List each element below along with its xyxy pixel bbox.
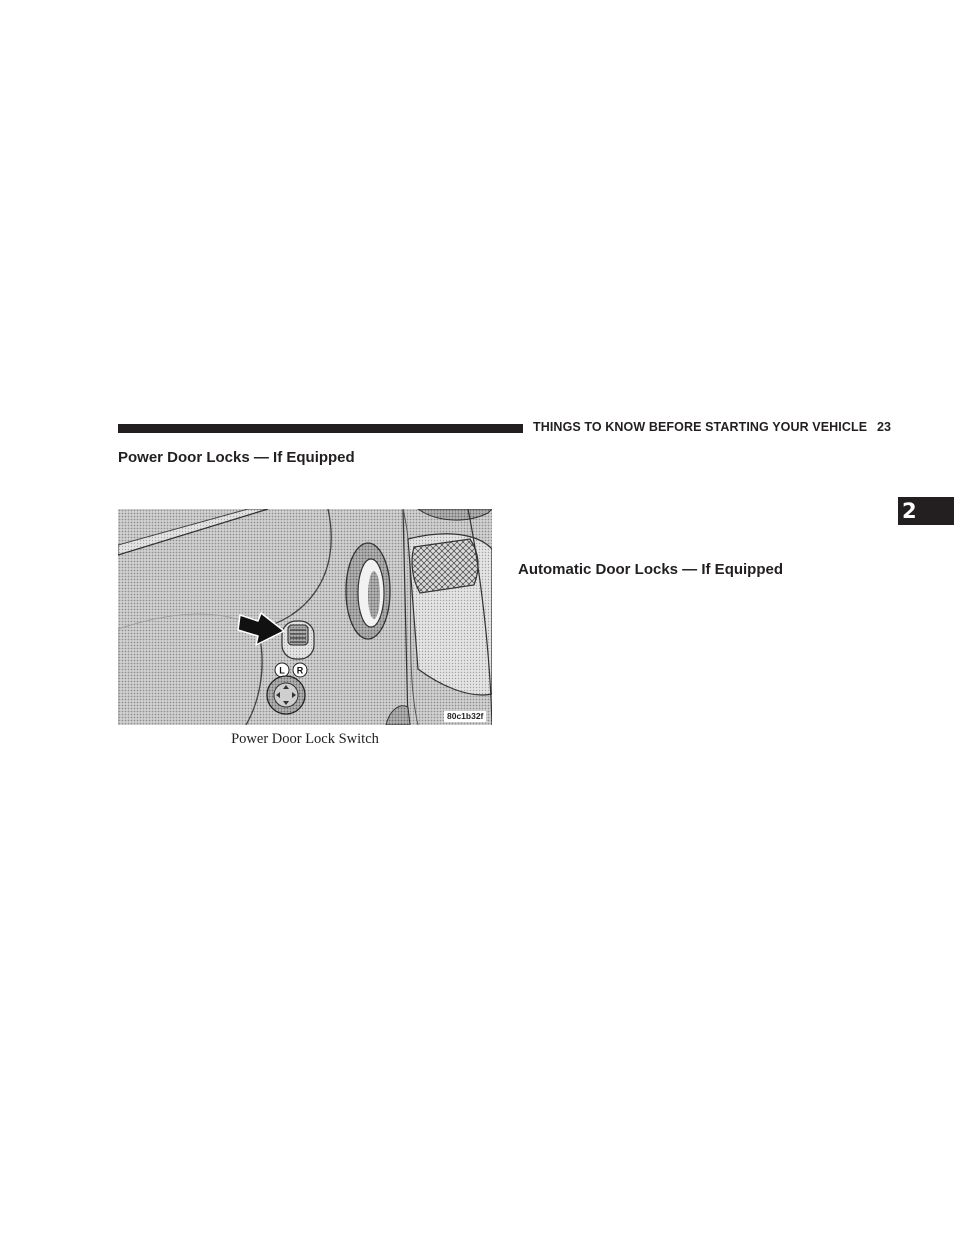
figure-caption: Power Door Lock Switch: [231, 731, 379, 747]
mirror-select-left-label: L: [279, 665, 285, 676]
door-lock-switch-illustration: [118, 509, 492, 725]
section-heading-automatic-door-locks: Automatic Door Locks — If Equipped: [518, 561, 784, 578]
figure-code: 80c1b32f: [444, 711, 486, 722]
mirror-select-right-label: R: [296, 665, 304, 676]
section-heading-power-door-locks: Power Door Locks — If Equipped: [118, 449, 355, 466]
page-number: 23: [877, 420, 891, 434]
chapter-tab: 2: [898, 497, 954, 525]
running-header: THINGS TO KNOW BEFORE STARTING YOUR VEHICLE: [533, 420, 868, 434]
header-rule: [118, 424, 523, 433]
